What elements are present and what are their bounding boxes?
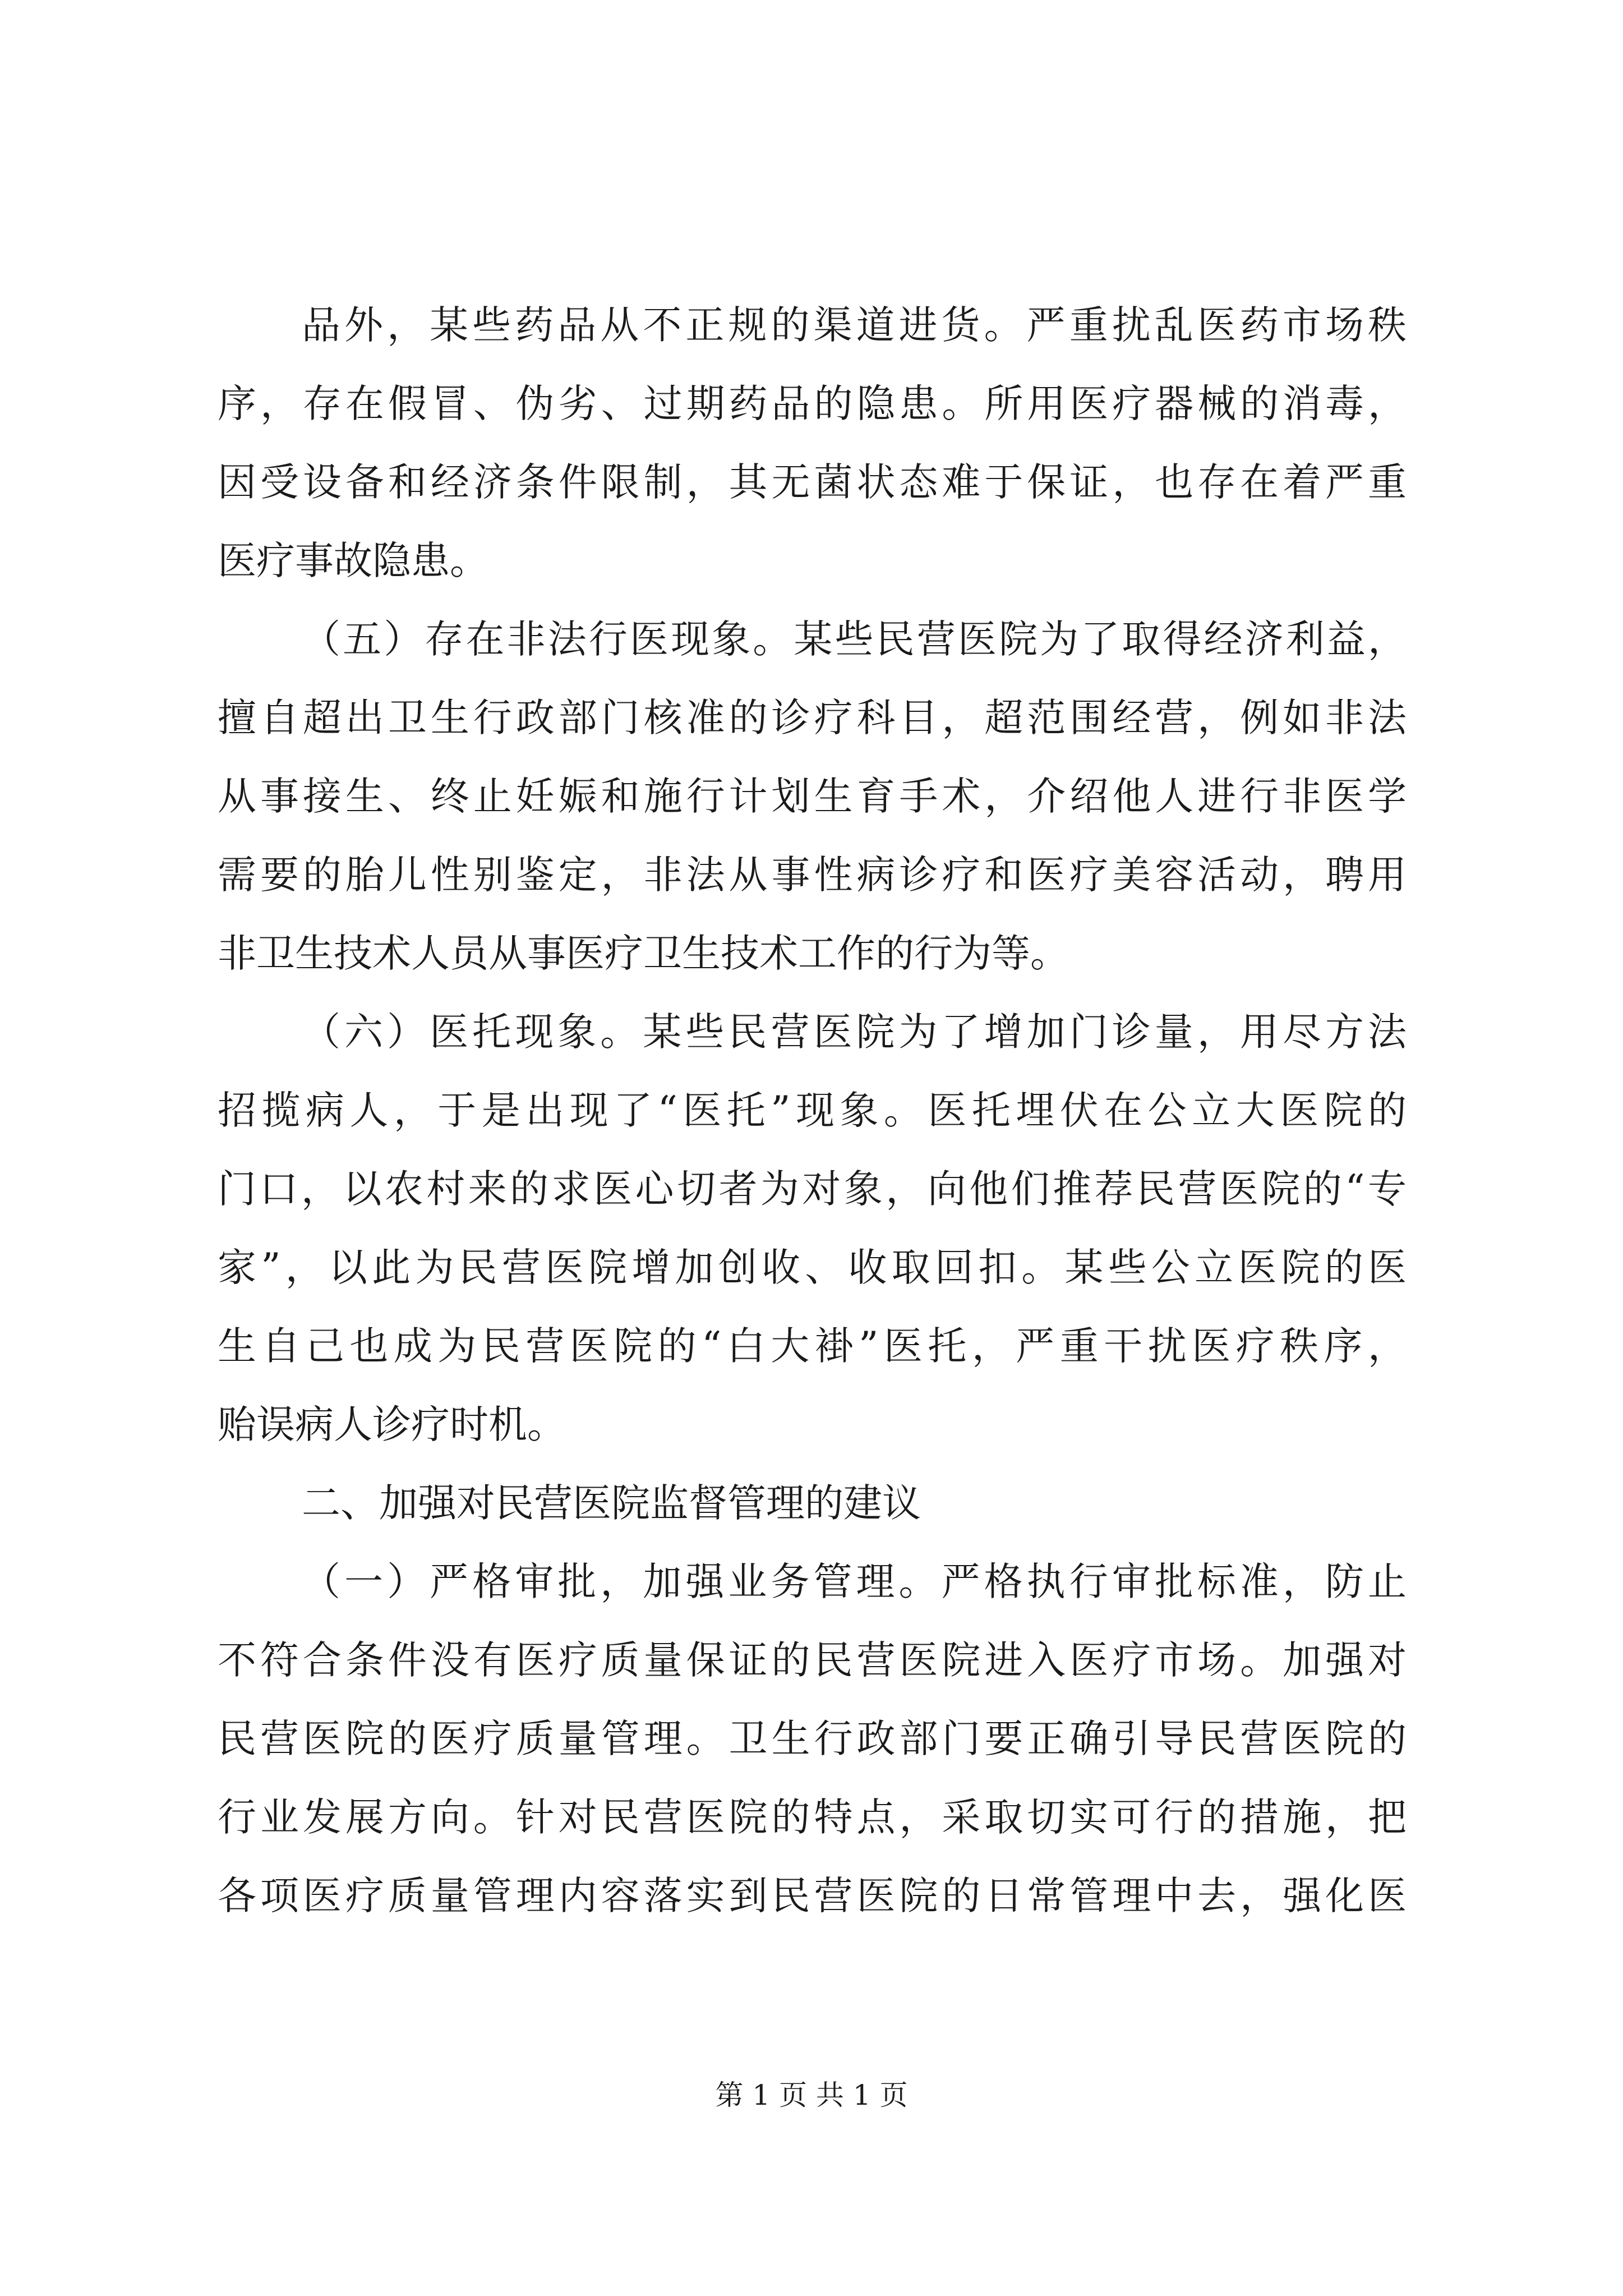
- text-line: 不符合条件没有医疗质量保证的民营医院进入医疗市场。加强对: [218, 1638, 1407, 1683]
- text-line: 需要的胎儿性别鉴定，非法从事性病诊疗和医疗美容活动，聘用: [218, 853, 1407, 898]
- text-line: 从事接生、终止妊娠和施行计划生育手术，介绍他人进行非医学: [218, 774, 1407, 819]
- text-line: 各项医疗质量管理内容落实到民营医院的日常管理中去，强化医: [218, 1874, 1407, 1918]
- page-footer: 第 1 页 共 1 页: [715, 2079, 908, 2111]
- text-line: 因受设备和经济条件限制，其无菌状态难于保证，也存在着严重: [218, 460, 1407, 505]
- text-line: 序，存在假冒、伪劣、过期药品的隐患。所用医疗器械的消毒，: [218, 381, 1407, 426]
- section-heading: [218, 1464, 1407, 1543]
- text-line: 品外，某些药品从不正规的渠道进货。严重扰乱医药市场秩: [302, 303, 1407, 348]
- text-line: 擅自超出卫生行政部门核准的诊疗科目，超范围经营，例如非法: [218, 696, 1407, 740]
- text-line: 医疗事故隐患。: [218, 539, 488, 583]
- text-line: （五）存在非法行医现象。某些民营医院为了取得经济利益，: [302, 617, 1407, 662]
- text-line: 贻误病人诊疗时机。: [218, 1402, 566, 1447]
- text-line: 家”，以此为民营医院增加创收、收取回扣。某些公立医院的医: [218, 1245, 1407, 1290]
- text-line: 招揽病人，于是出现了“医托”现象。医托埋伏在公立大医院的: [218, 1088, 1407, 1133]
- text-line: 行业发展方向。针对民营医院的特点，采取切实可行的措施，把: [218, 1795, 1407, 1840]
- text-line: 生自己也成为民营医院的“白大褂”医托，严重干扰医疗秩序，: [218, 1324, 1407, 1369]
- text-line: （六）医托现象。某些民营医院为了增加门诊量，用尽方法: [302, 1010, 1407, 1055]
- paragraph-continuation: [218, 286, 1407, 600]
- text-line: （一）严格审批，加强业务管理。严格执行审批标准，防止: [302, 1559, 1407, 1604]
- text-line: 门口，以农村来的求医心切者为对象，向他们推荐民营医院的“专: [218, 1167, 1407, 1212]
- paragraph-medical-tout: [218, 993, 1407, 1464]
- heading-text: 二、加强对民营医院监督管理的建议: [302, 1481, 921, 1526]
- document-body: [218, 286, 1407, 1935]
- paragraph-illegal-practice: [218, 600, 1407, 993]
- text-line: 民营医院的医疗质量管理。卫生行政部门要正确引导民营医院的: [218, 1717, 1407, 1761]
- text-line: 非卫生技术人员从事医疗卫生技术工作的行为等。: [218, 931, 1069, 976]
- paragraph-strict-approval: [218, 1543, 1407, 1935]
